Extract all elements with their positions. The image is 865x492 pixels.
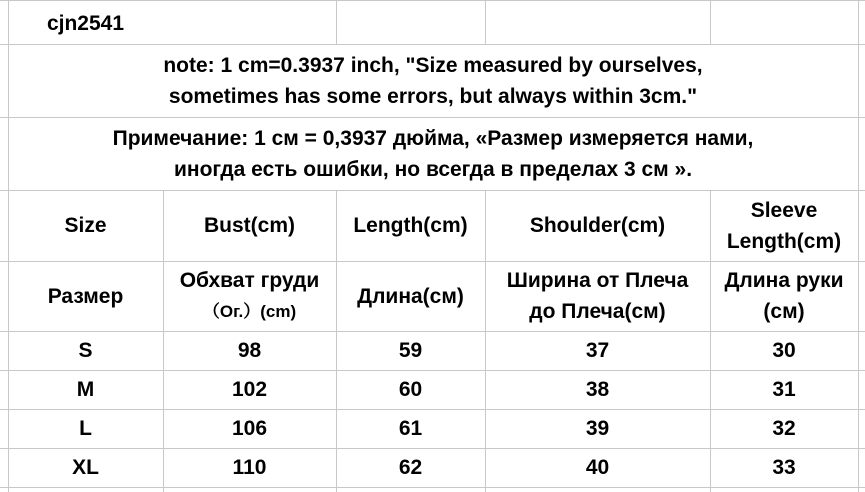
sleeve-cell: 33 [772,455,796,479]
grid-line [0,487,865,488]
length-cell: 61 [398,416,423,440]
header-shoulder-ru-line-1: Ширина от Плеча [506,269,689,292]
sleeve-cell: 31 [772,377,796,401]
header-sleeve-ru [710,261,858,331]
header-bust: Bust(cm) [203,214,295,237]
header-size: Size [64,214,107,237]
russian-note-line-2: иногда есть ошибки, но всегда в пределах 3 см ». [173,157,693,181]
length-cell: 62 [398,455,423,479]
size-cell: M [76,377,95,401]
shoulder-cell: 40 [585,455,610,479]
length-cell: 60 [398,377,423,401]
header-bust-ru-line-2: （Ог.）(cm) [202,302,297,321]
header-row-english [0,190,865,261]
header-bust-ru-line-1: Обхват груди [179,269,320,292]
bust-cell: 110 [232,455,267,479]
title-row [0,0,865,44]
russian-note-line-1: Примечание: 1 см = 0,3937 дюйма, «Размер измеряется нами, [112,126,754,150]
russian-note-row [0,117,865,190]
header-sleeve [710,190,858,261]
english-note-line-2: sometimes has some errors, but always within 3cm." [168,84,698,108]
header-shoulder-ru-line-2: до Плеча(см) [529,300,666,323]
size-cell: XL [72,455,99,479]
header-row-russian [0,261,865,331]
shoulder-cell: 37 [585,338,610,362]
bust-cell: 98 [237,338,262,362]
sleeve-cell: 30 [772,338,796,362]
table-row [0,409,865,448]
table-row [0,448,865,487]
sleeve-cell: 32 [772,416,796,440]
header-sleeve-line-1: Sleeve [750,198,818,222]
shoulder-cell: 38 [585,377,610,401]
header-sleeve-line-2: Length(cm) [726,229,842,253]
product-code: cjn2541 [46,11,125,35]
header-bust-ru [163,261,336,331]
size-cell: L [79,416,92,440]
table-row [0,331,865,370]
header-sleeve-ru-line-2: (см) [763,300,805,323]
russian-note [8,117,858,190]
table-row [0,370,865,409]
header-sleeve-ru-line-1: Длина руки [724,269,844,292]
english-note [8,44,858,117]
size-cell: S [78,338,93,362]
header-length-ru: Длина(см) [357,284,464,308]
shoulder-cell: 39 [585,416,610,440]
bust-cell: 106 [231,416,268,440]
english-note-row [0,44,865,117]
header-shoulder: Shoulder(cm) [529,214,666,237]
english-note-line-1: note: 1 cm=0.3937 inch, "Size measured by ourselves, [163,53,703,77]
header-length: Length(cm) [353,214,468,237]
header-shoulder-ru [485,261,710,331]
length-cell: 59 [398,338,423,362]
header-size-ru: Размер [47,284,124,308]
bust-cell: 102 [231,377,268,401]
